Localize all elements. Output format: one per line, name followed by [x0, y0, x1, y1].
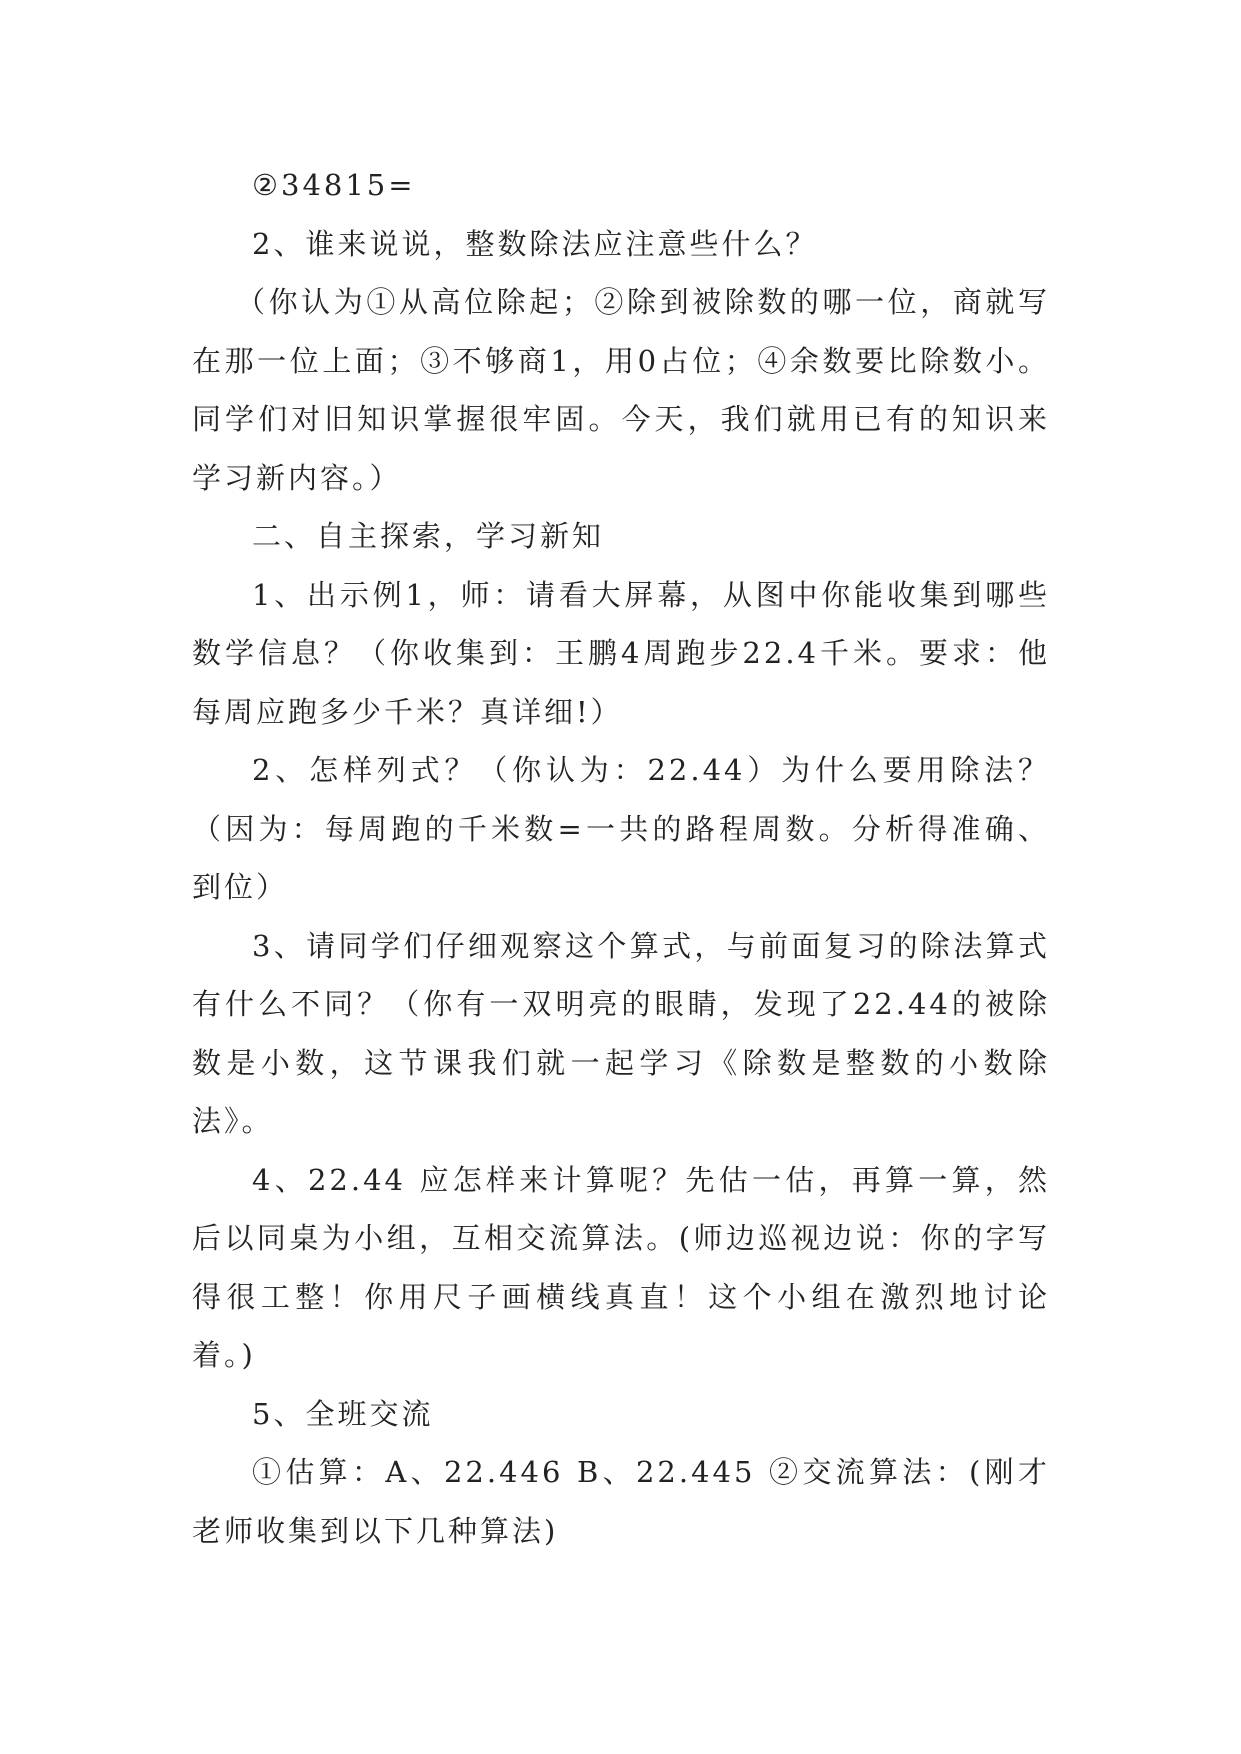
paragraph-class-exchange: 5、全班交流 [252, 1396, 434, 1431]
paragraph-calculate: 4、22.44 应怎样来计算呢？先估一估，再算一算，然后以同桌为小组，互相交流算法。(师边巡视边说：你的字写得很工整！你用尺子画横线真直！这个小组在激烈地讨论着。) [192, 1162, 1050, 1372]
paragraph-question-2: 2、谁来说说，整数除法应注意些什么？ [252, 226, 818, 261]
paragraph-answer-notes: （你认为①从高位除起；②除到被除数的哪一位，商就写在那一位上面；③不够商1，用0占位；④余数要比除数小。同学们对旧知识掌握很牢固。今天，我们就用已有的知识来学习新内容。） [192, 285, 1050, 495]
paragraph-observe: 3、请同学们仔细观察这个算式，与前面复习的除法算式有什么不同？（你有一双明亮的眼睛，发现了22.44的被除数是小数，这节课我们就一起学习《除数是整数的小数除法》。 [192, 928, 1050, 1138]
paragraph-formula: ②34815= [252, 168, 416, 202]
section-heading-explore: 二、自主探索，学习新知 [252, 519, 605, 553]
paragraph-estimate: ①估算：A、22.446 B、22.445 ②交流算法：(刚才老师收集到以下几种算法) [192, 1455, 1050, 1548]
paragraph-equation: 2、怎样列式？（你认为：22.44）为什么要用除法？（因为：每周跑的千米数=一共的路程周数。分析得准确、到位） [192, 753, 1050, 904]
paragraph-example-1: 1、出示例1，师：请看大屏幕，从图中你能收集到哪些数学信息？（你收集到：王鹏4周跑步22.4千米。要求：他每周应跑多少千米？真详细!） [192, 577, 1050, 729]
document-body [192, 156, 1050, 1560]
